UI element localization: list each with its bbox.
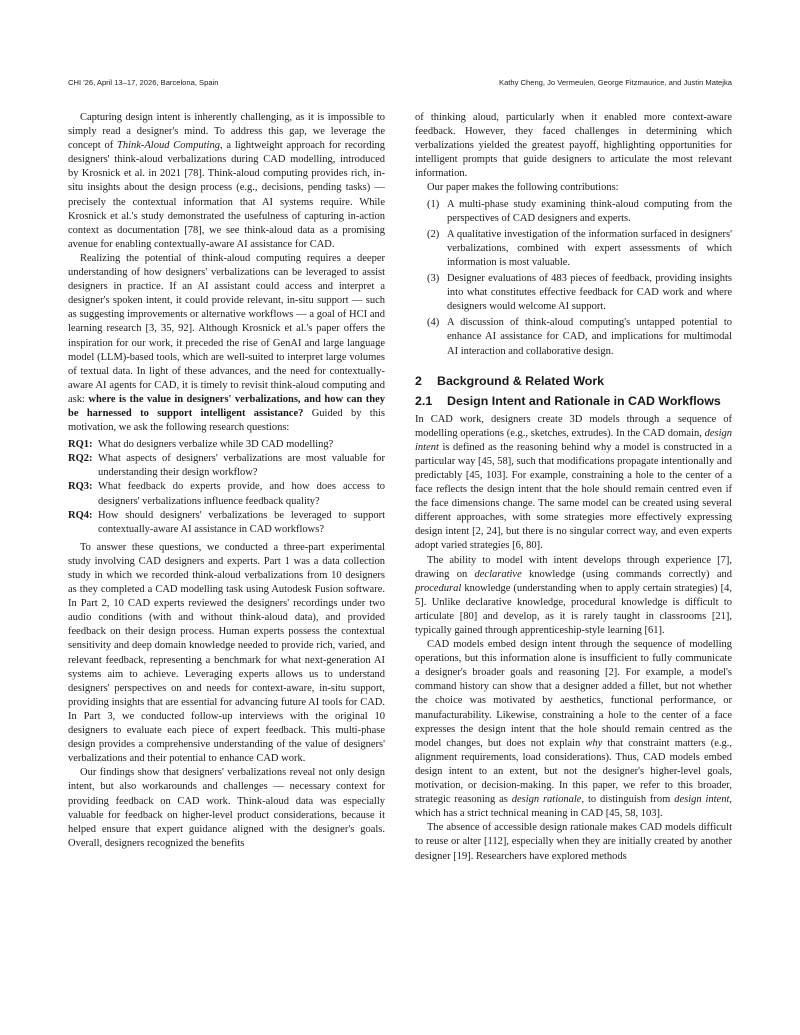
paragraph: To answer these questions, we conducted a three-part experimental study involving CAD designers and experts. Part 1 was a data collection study in which we recorded think-aloud verbalizations from 10 designers as they completed a CAD modelling task using Autodesk Fusion software. In Part 2, 10 CAD experts reviewed the designers' recordings under two audio conditions (with and without think-aloud data), and provided feedback on their design process. Human experts possess the contextual sensitivity and deep domain knowledge needed to provide rich, varied, and relevant feedback, representing a benchmark for what next-generation AI systems aim to achieve. Leveraging experts allows us to understand designers' perspectives on and needs for context-aware, in-situ support, providing insights that are essential for advancing future AI tools for CAD. In Part 3, we conducted follow-up interviews with the original 10 designers to evaluate each piece of expert feedback. This multi-phase design provides a comprehensive understanding of the value of designers' verbalizations and their potential to enhance CAD work. xyxy=(68,541,385,765)
paragraph: The ability to model with intent develops through experience [7], drawing on declarative knowledge (using commands correctly) and procedural knowledge (understanding when to apply certain strategies) [4, 5]. Unlike declarative knowledge, procedural knowledge is difficult to articulate [80] and develop, as it is rarely taught in classrooms [21], typically gained through apprenticeship-style learning [61]. xyxy=(415,554,732,636)
contribution-item: (3) Designer evaluations of 483 pieces of feedback, providing insights into what constitutes effective feedback for CAD work and where designers would welcome AI support. xyxy=(427,273,732,313)
paragraph: Our paper makes the following contributions: xyxy=(427,182,619,194)
research-questions-list xyxy=(68,438,385,537)
left-column xyxy=(68,111,385,851)
paragraph: Realizing the potential of think-aloud computing requires a deeper understanding of how designers' verbalizations can be leveraged to assist designers in practice. If an AI assistant could access and interpret a designer's spoken intent, it could provide relevant, in-situ support — such as suggesting improvements or alternative workflows — a goal of HCI and learning research [3, 35, 92]. Although Krosnick et al.'s paper offers the inspiration for our work, it preceded the rise of GenAI and large language model (LLM)-based tools, which are well-suited to interpret large volumes of textual data. In light of these advances, and the need for contextually-aware AI agents for CAD, it is timely to revisit think-aloud computing and ask: where is the value in designers' verbalizations, and how can they be harnessed to support intelligent assistance? Guided by this motivation, we ask the following research questions: xyxy=(68,252,385,434)
contribution-item: (2) A qualitative investigation of the information surfaced in designers' verbalizations, combined with expert assessments of which information is most valuable. xyxy=(427,228,732,268)
contributions-list xyxy=(415,198,732,359)
paragraph: The absence of accessible design rationale makes CAD models difficult to reuse or alter [112], especially when they are initially created by another designer [19]. Researchers have explored methods xyxy=(415,822,732,862)
research-question: RQ2: What aspects of designers' verbalizations are most valuable for understanding their design workflow? xyxy=(68,453,385,479)
paragraph: CAD models embed design intent through the sequence of modelling operations, but this information alone is insufficient to fully communicate a designer's broader goals and reasoning [2]. For example, a model's command history can show that a designer added a fillet, but not whether the choice was motivated by aesthetics, functional performance, or manufacturability. Likewise, constraining a hole to the center of a face expresses the design intent that the hole should remain centred as the model changes, but does not explain why that constraint matters (e.g., alignment requirements, load considerations). Thus, CAD models embed design intent to an extent, but not the designer's higher-level goals, motivation, or decision-making. In this paper, we refer to this broader, strategic reasoning as design rationale, to distinguish from design intent, which has a strict technical meaning in CAD [45, 58, 103]. xyxy=(415,639,733,820)
research-question: RQ4: How should designers' verbalizations be leveraged to support contextually-aware AI assistance in CAD workflows? xyxy=(68,509,385,535)
right-column xyxy=(415,111,732,864)
header-authors: Kathy Cheng, Jo Vermeulen, George Fitzmaurice, and Justin Matejka xyxy=(499,78,732,87)
header-venue: CHI '26, April 13–17, 2026, Barcelona, Spain xyxy=(68,78,219,87)
term-think-aloud-computing: Think-Aloud Computing xyxy=(116,140,220,152)
contribution-item: (4) A discussion of think-aloud computing's untapped potential to enhance AI assistance for CAD, and implications for multimodal AI interaction and collaborative design. xyxy=(427,317,732,357)
research-question: RQ3: What feedback do experts provide, and how does access to designers' verbalizations influence feedback quality? xyxy=(68,481,385,507)
research-question: RQ1: What do designers verbalize while 3D CAD modelling? xyxy=(68,439,334,451)
paragraph: of thinking aloud, particularly when it enabled more context-aware feedback. However, they faced challenges in determining which verbalizations yielded the greatest payoff, highlighting opportunities for intelligent prompts that guide designers to articulate the most relevant information. xyxy=(415,112,732,180)
key-question: where is the value in designers' verbalizations, and how can they be harnessed to support intelligent assistance? xyxy=(68,393,385,419)
section-heading: 2 Background & Related Work xyxy=(415,373,605,388)
subsection-heading: 2.1 Design Intent and Rationale in CAD Workflows xyxy=(415,393,721,408)
contribution-item: (1) A multi-phase study examining think-aloud computing from the perspectives of CAD designers and experts. xyxy=(427,198,732,224)
paragraph: Our findings show that designers' verbalizations reveal not only design intent, but also workarounds and challenges — necessary context for providing feedback on CAD work. Think-aloud data was especially valuable for feedback on higher-level product considerations, because it helped ensure that expert guidance aligned with the designer's goals. Overall, designers recognized the benefits xyxy=(68,767,385,849)
paragraph: Capturing design intent is inherently challenging, as it is impossible to simply read a designer's mind. To address this gap, we leverage the concept of Think-Aloud Computing, a lightweight approach for recording designers' think-aloud verbalizations during CAD modelling, introduced by Krosnick et al. in 2021 [78]. Think-aloud computing provides rich, in-situ insights about the design process (e.g., decisions, pending tasks) — precisely the contextual information that AI systems require. While Krosnick et al.'s study demonstrated the usefulness of capturing in-action context as documentation [78], we see think-aloud data as a promising avenue for enabling contextually-aware AI assistance for CAD. xyxy=(68,112,385,250)
paragraph: In CAD work, designers create 3D models through a sequence of modelling operations (e.g., sketches, extrudes). In the CAD domain, design intent is defined as the reasoning behind why a model is constructed in a particular way [45, 58], such that modifications propagate intentionally and predictably [45, 103]. For example, constraining a hole to the center of a face reflects the design intent that the hole should remain centred even if the face dimensions change. The same model can be created using several different approaches, with some strategies more effectively expressing design intent [2, 24], but there is no singular correct way, and even experts adopt varied strategies [6, 80]. xyxy=(415,413,732,552)
